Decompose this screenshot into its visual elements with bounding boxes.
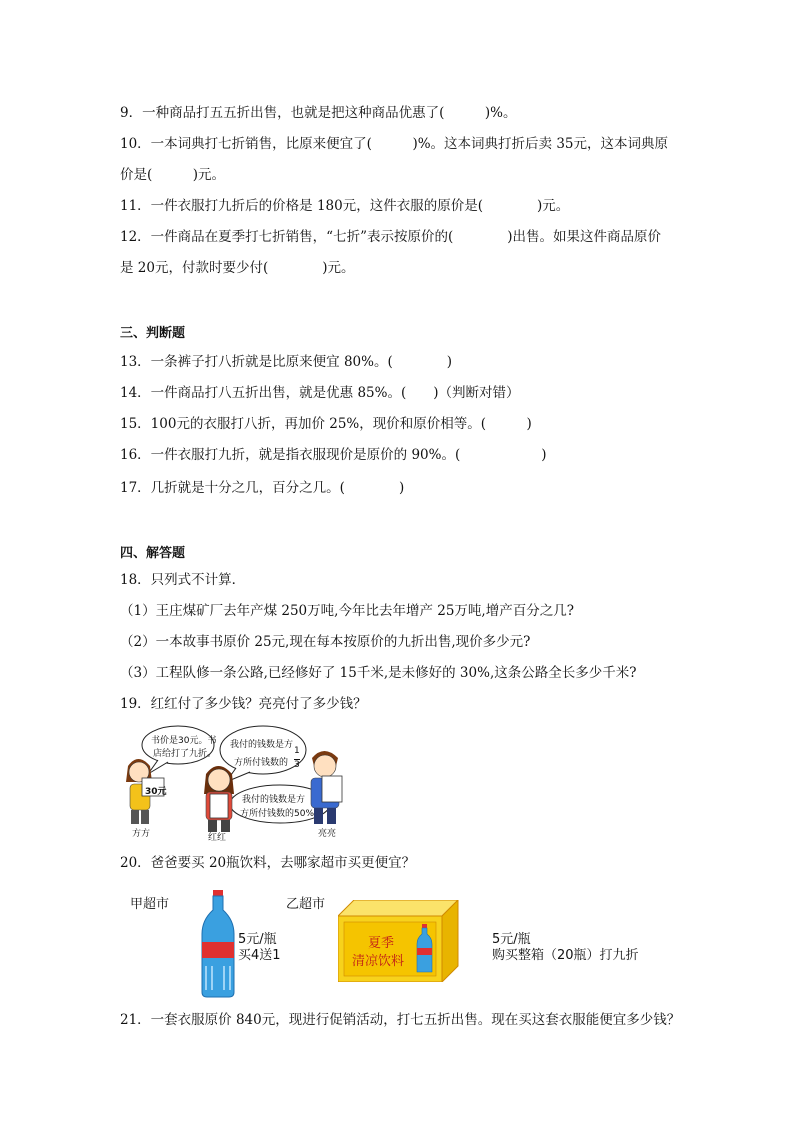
bubble1-line1: 书价是30元。书 <box>151 736 217 746</box>
store-b-price: 5元/瓶 <box>492 932 531 947</box>
box-text-line1: 夏季 <box>368 936 395 951</box>
fraction-numerator: 1 <box>294 746 300 756</box>
drink-box <box>338 900 460 982</box>
name-liangliang: 亮亮 <box>318 829 337 839</box>
question-21: 21．一套衣服原价 840元，现进行促销活动，打七五折出售。现在买这套衣服能便宜多少钱？ <box>120 1012 681 1028</box>
question-12-line1: 12．一件商品在夏季打七折销售，“七折”表示按原价的( )出售。如果这件商品原价 <box>120 229 662 245</box>
question-10-line2: 价是( )元。 <box>120 167 226 183</box>
question-19-illustration <box>118 722 368 843</box>
bubble3-line2: 方所付钱数的50% <box>240 809 315 819</box>
question-13: 13．一条裤子打八折就是比原来便宜 80%。( ) <box>120 354 453 370</box>
question-11: 11．一件衣服打九折后的价格是 180元，这件衣服的原价是( )元。 <box>120 198 570 214</box>
bottle-icon <box>200 890 236 998</box>
fraction-denominator: 3 <box>294 760 300 770</box>
price-sign-text: 30元 <box>145 787 167 797</box>
question-9: 9．一种商品打五五折出售，也就是把这种商品优惠了( )%。 <box>120 105 517 121</box>
question-15: 15．100元的衣服打八折，再加价 25%，现价和原价相等。( ) <box>120 416 532 432</box>
question-14: 14．一件商品打八五折出售，就是优惠 85%。( )（判断对错） <box>120 385 520 401</box>
question-10-line1: 10．一本词典打七折销售，比原来便宜了( )%。这本词典打折后卖 35元，这本词典原 <box>120 136 669 152</box>
section-3-title: 三、判断题 <box>120 326 186 341</box>
bubble2-line1: 我付的钱数是方 <box>230 740 294 750</box>
box-icon <box>338 900 460 982</box>
question-18-part3: （3）工程队修一条公路,已经修好了 15千米,是未修好的 30%,这条公路全长多少千米? <box>120 665 637 681</box>
question-18-part2: （2）一本故事书原价 25元,现在每本按原价的九折出售,现价多少元? <box>120 634 531 650</box>
name-honghong: 红红 <box>208 833 227 843</box>
question-18-part1: （1）王庄煤矿厂去年产煤 250万吨,今年比去年增产 25万吨,增产百分之几? <box>120 603 574 619</box>
question-17: 17．几折就是十分之几，百分之几。( ) <box>120 480 405 496</box>
drink-bottle <box>200 890 236 998</box>
store-a-label: 甲超市 <box>130 897 170 912</box>
section-4-title: 四、解答题 <box>120 546 186 561</box>
question-12-line2: 是 20元，付款时要少付( )元。 <box>120 260 355 276</box>
girl-honghong-figure <box>204 766 234 832</box>
boy-liangliang-figure <box>311 751 342 824</box>
store-a-price: 5元/瓶 <box>238 932 277 947</box>
question-16: 16．一件衣服打九折，就是指衣服现价是原价的 90%。( ) <box>120 447 547 463</box>
bubble2-line2: 方所付钱数的 <box>234 758 289 768</box>
question-20: 20．爸爸要买 20瓶饮料，去哪家超市买更便宜？ <box>120 855 416 871</box>
question-18: 18．只列式不计算． <box>120 572 246 588</box>
name-fangfang: 方方 <box>132 829 151 839</box>
store-a-deal: 买4送1 <box>238 948 281 963</box>
question-19: 19．红红付了多少钱？亮亮付了多少钱？ <box>120 696 367 712</box>
store-b-label: 乙超市 <box>286 897 326 912</box>
bubble3-line1: 我付的钱数是方 <box>242 795 306 805</box>
store-b-deal: 购买整箱（20瓶）打九折 <box>492 948 639 963</box>
bubble1-line2: 店给打了九折。 <box>153 749 217 759</box>
box-text-line2: 清凉饮料 <box>352 954 405 969</box>
